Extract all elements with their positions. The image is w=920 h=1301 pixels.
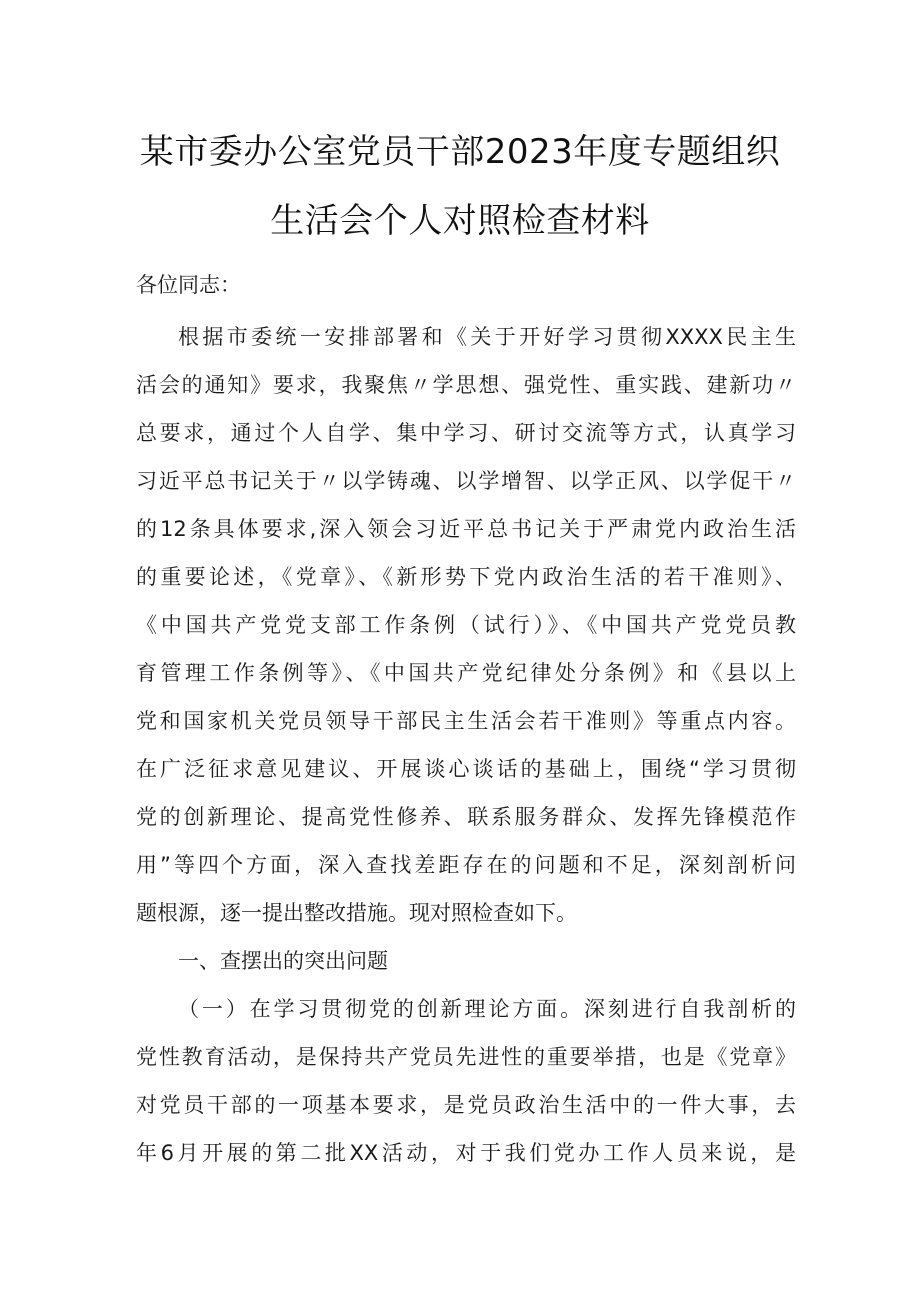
paragraph-1-line: 活会的通知》要求，我聚焦〃学思想、强党性、重实践、建新功〃 xyxy=(136,373,796,397)
paragraph-1-line: 题根源，逐一提出整改措施。现对照检查如下。 xyxy=(136,901,577,925)
paragraph-2-line: 年6月开展的第二批XX活动，对于我们党办工作人员来说，是 xyxy=(136,1141,796,1165)
paragraph-1-line: 《中国共产党党支部工作条例（试行）》、《中国共产党党员教 xyxy=(136,613,796,637)
paragraph-1-line: 在广泛征求意见建议、开展谈心谈话的基础上，围绕“学习贯彻 xyxy=(136,757,796,781)
document-title-line-2: 生活会个人对照检查材料 xyxy=(270,201,650,241)
paragraph-1-line: 总要求，通过个人自学、集中学习、研讨交流等方式，认真学习 xyxy=(136,421,796,445)
salutation: 各位同志： xyxy=(136,273,241,297)
paragraph-1-line: 的重要论述，《党章》、《新形势下党内政治生活的若干准则》、 xyxy=(136,565,796,589)
document-title-line-1: 某市委办公室党员干部2023年度专题组织 xyxy=(139,132,781,172)
paragraph-2-line: （一）在学习贯彻党的创新理论方面。深刻进行自我剖析的 xyxy=(178,997,796,1021)
paragraph-1-line: 党的创新理论、提高党性修养、联系服务群众、发挥先锋模范作 xyxy=(136,805,796,829)
paragraph-1-line: 育管理工作条例等》、《中国共产党纪律处分条例》和《县以上 xyxy=(136,661,796,685)
paragraph-1-line: 根据市委统一安排部署和《关于开好学习贯彻XXXX民主生 xyxy=(178,325,796,349)
paragraph-1-line: 习近平总书记关于〃以学铸魂、以学增智、以学正风、以学促干〃 xyxy=(136,469,796,493)
paragraph-1-line: 党和国家机关党员领导干部民主生活会若干准则》等重点内容。 xyxy=(136,709,796,733)
paragraph-2-line: 对党员干部的一项基本要求，是党员政治生活中的一件大事，去 xyxy=(136,1093,796,1117)
section-heading: 一、查摆出的突出问题 xyxy=(178,949,388,973)
paragraph-2-line: 党性教育活动，是保持共产党员先进性的重要举措，也是《党章》 xyxy=(136,1045,796,1069)
paragraph-1-line: 的12条具体要求,深入领会习近平总书记关于严肃党内政治生活 xyxy=(136,517,796,541)
paragraph-1-line: 用”等四个方面，深入查找差距存在的问题和不足，深刻剖析问 xyxy=(136,853,796,877)
